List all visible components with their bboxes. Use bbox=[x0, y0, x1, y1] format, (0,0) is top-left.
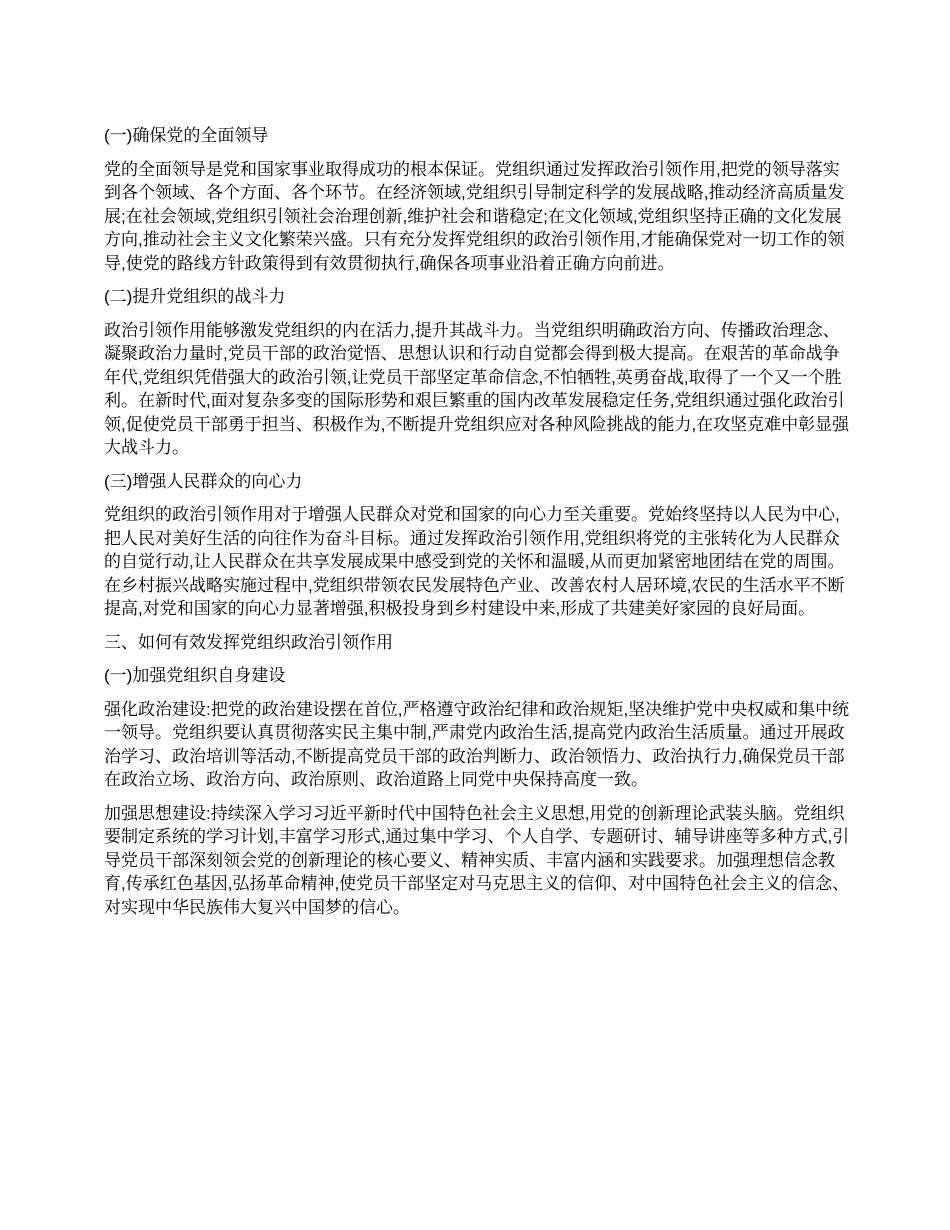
paragraph-enhance-combat-strength: 政治引领作用能够激发党组织的内在活力,提升其战斗力。当党组织明确政治方向、传播政治理念、凝聚政治力量时,党员干部的政治觉悟、思想认识和行动自觉都会得到极大提高。在艰苦的革命战争年代,党组织凭借强大的政治引领,让党员干部坚定革命信念,不怕牺牲,英勇奋战,取得了一个又一个胜利。在新时代,面对复杂多变的国际形势和艰巨繁重的国内改革发展稳定任务,党组织通过强化政治引领,促使党员干部勇于担当、积极作为,不断提升党组织应对各种风险挑战的能力,在攻坚克难中彰显强大战斗力。 bbox=[104, 320, 850, 457]
section-heading-ensure-party-leadership: (一)确保党的全面领导 bbox=[104, 126, 269, 145]
document-page bbox=[104, 124, 856, 929]
section-heading-strengthen-cohesion: (三)增强人民群众的向心力 bbox=[104, 471, 303, 491]
section-heading-strengthen-self-construction: (一)加强党组织自身建设 bbox=[104, 666, 286, 685]
paragraph-ideological-construction: 加强思想建设:持续深入学习习近平新时代中国特色社会主义思想,用党的创新理论武装头脑。党组织要制定系统的学习计划,丰富学习形式,通过集中学习、个人自学、专题研讨、辅导讲座等多种方式,引导党员干部深刻领会党的创新理论的核心要义、精神实质、丰富内涵和实践要求。加强理想信念教育,传承红色基因,弘扬革命精神,使党员干部坚定对马克思主义的信仰、对中国特色社会主义的信念、对实现中华民族伟大复兴中国梦的信心。 bbox=[104, 803, 850, 917]
section-heading-enhance-combat-strength: (二)提升党组织的战斗力 bbox=[104, 287, 286, 306]
paragraph-ensure-party-leadership: 党的全面领导是党和国家事业取得成功的根本保证。党组织通过发挥政治引领作用,把党的领导落实到各个领域、各个方面、各个环节。在经济领域,党组织引导制定科学的发展战略,推动经济高质量发展;在社会领域,党组织引领社会治理创新,维护社会和谐稳定;在文化领域,党组织坚持正确的文化发展方向,推动社会主义文化繁荣兴盛。只有充分发挥党组织的政治引领作用,才能确保党对一切工作的领导,使党的路线方针政策得到有效贯彻执行,确保各项事业沿着正确方向前进。 bbox=[104, 159, 845, 273]
paragraph-strengthen-cohesion: 党组织的政治引领作用对于增强人民群众对党和国家的向心力至关重要。党始终坚持以人民为中心,把人民对美好生活的向往作为奋斗目标。通过发挥政治引领作用,党组织将党的主张转化为人民群众的自觉行动,让人民群众在共享发展成果中感受到党的关怀和温暖,从而更加紧密地团结在党的周围。在乡村振兴战略实施过程中,党组织带领农民发展特色产业、改善农村人居环境,农民的生活水平不断提高,对党和国家的向心力显著增强,积极投身到乡村建设中来,形成了共建美好家园的良好局面。 bbox=[104, 505, 845, 618]
paragraph-political-construction: 强化政治建设:把党的政治建设摆在首位,严格遵守政治纪律和政治规矩,坚决维护党中央权威和集中统一领导。党组织要认真贯彻落实民主集中制,严肃党内政治生活,提高党内政治生活质量。通过开展政治学习、政治培训等活动,不断提高党员干部的政治判断力、政治领悟力、政治执行力,确保党员干部在政治立场、政治方向、政治原则、政治道路上同党中央保持高度一致。 bbox=[104, 699, 850, 789]
chapter-heading-how-to-exert-leading-role: 三、如何有效发挥党组织政治引领作用 bbox=[104, 632, 393, 652]
